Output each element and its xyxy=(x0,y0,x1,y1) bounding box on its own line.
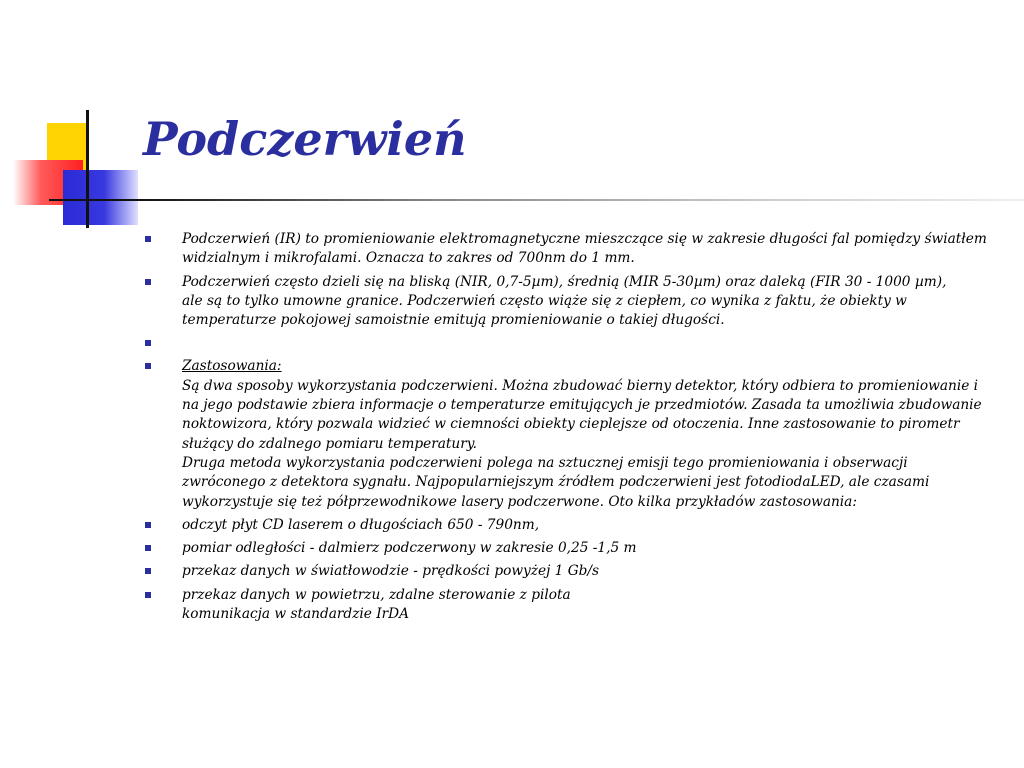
bullet-square-icon xyxy=(145,363,151,369)
bullet-square-icon xyxy=(145,522,151,528)
bullet-square-icon xyxy=(145,568,151,574)
horizontal-rule xyxy=(49,199,1024,201)
text-line: zwróconego z detektora sygnału. Najpopularniejszym źródłem podczerwieni jest fotodiodaLED, ale czasami xyxy=(182,474,930,491)
list-item xyxy=(145,539,995,558)
text-line: komunikacja w standardzie IrDA xyxy=(182,606,410,623)
bullet-list xyxy=(145,230,995,628)
bullet-square-icon xyxy=(145,340,151,346)
vertical-rule xyxy=(86,110,89,228)
decorative-logo xyxy=(0,0,160,240)
bullet-square-icon xyxy=(145,279,151,285)
text-line: przekaz danych w światłowodzie - prędkości powyżej 1 Gb/s xyxy=(182,563,600,580)
blue-square xyxy=(63,170,138,225)
section-heading: Zastosowania: xyxy=(182,358,282,375)
list-item-empty xyxy=(145,334,995,353)
list-item xyxy=(145,516,995,535)
text-line: pomiar odległości - dalmierz podczerwony w zakresie 0,25 -1,5 m xyxy=(182,540,637,557)
text-line: na jego podstawie zbiera informacje o temperaturze emitujących je przedmiotów. Zasada ta umożliwia zbudowanie xyxy=(182,397,982,414)
text-line: przekaz danych w powietrzu, zdalne sterowanie z pilota xyxy=(182,586,571,603)
slide-title: Podczerwień xyxy=(143,112,467,166)
list-item xyxy=(145,586,995,625)
text-line: widzialnym i mikrofalami. Oznacza to zakres od 700nm do 1 mm. xyxy=(182,250,635,267)
text-line: temperaturze pokojowej samoistnie emitują promieniowanie o takiej długości. xyxy=(182,312,725,329)
text-line: odczyt płyt CD laserem o długościach 650 - 790nm, xyxy=(182,516,540,533)
text-line: ale są to tylko umowne granice. Podczerwień często wiąże się z ciepłem, co wynika z faktu, że obiekty w xyxy=(182,292,907,309)
text-line: Są dwa sposoby wykorzystania podczerwieni. Można zbudować bierny detektor, który odbiera to promieniowanie i xyxy=(182,377,979,394)
bullet-square-icon xyxy=(145,592,151,598)
text-line: noktowizora, który pozwala widzieć w ciemności obiekty cieplejsze od otoczenia. Inne zastosowanie to pirometr xyxy=(182,416,960,433)
text-line: Podczerwień często dzieli się na bliską (NIR, 0,7-5µm), średnią (MIR 5-30µm) oraz daleką (FIR 30 - 1000 µm), xyxy=(182,273,947,290)
text-line: Druga metoda wykorzystania podczerwieni polega na sztucznej emisji tego promieniowania i obserwacji xyxy=(182,454,908,471)
text-line: wykorzystuje się też półprzewodnikowe lasery podczerwone. Oto kilka przykładów zastosowania: xyxy=(182,493,857,510)
bullet-square-icon xyxy=(145,545,151,551)
list-item xyxy=(145,273,995,331)
list-item xyxy=(145,562,995,581)
text-line: Podczerwień (IR) to promieniowanie elektromagnetyczne mieszczące się w zakresie długości fal pomiędzy światłem xyxy=(182,231,987,247)
list-item xyxy=(145,357,995,511)
text-line: służący do zdalnego pomiaru temperatury. xyxy=(182,435,478,452)
list-item xyxy=(145,230,995,269)
bullet-square-icon xyxy=(145,236,151,242)
